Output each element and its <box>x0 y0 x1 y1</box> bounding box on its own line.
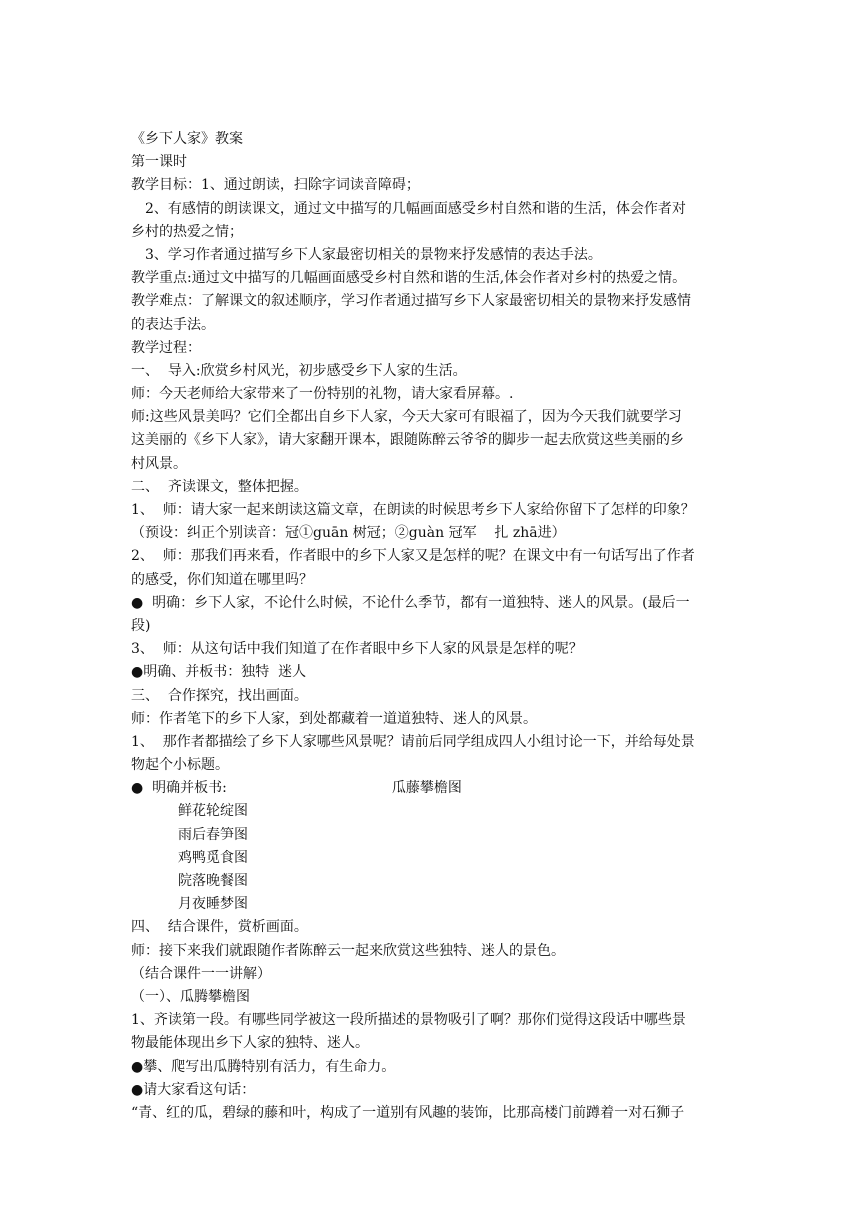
teacher-line-2b: 这美丽的《乡下人家》，请大家翻开课本，跟随陈醉云爷爷的脚步一起去欣赏这些美丽的乡 <box>131 432 684 449</box>
teacher-line-4: 师：接下来我们就跟随作者陈醉云一起来欣赏这些独特、迷人的景色。 <box>131 942 565 959</box>
board-item: 月夜睡梦图 <box>178 896 248 913</box>
board-item: 鲜花轮绽图 <box>178 803 248 820</box>
reading-line-1a: 1、齐读第一段。有哪些同学被这一段所描述的景物吸引了啊？那你们觉得这段话中哪些景 <box>131 1012 686 1029</box>
teaching-difficulty-line-2: 的表达手法。 <box>131 316 215 333</box>
teacher-line-1: 师：今天老师给大家带来了一份特别的礼物，请大家看屏幕。. <box>131 386 514 403</box>
document-body <box>131 128 743 1125</box>
process-heading: 教学过程： <box>131 339 201 356</box>
teacher-line-2c: 村风景。 <box>131 455 187 472</box>
question-3: 3、 师：从这句话中我们知道了在作者眼中乡下人家的风景是怎样的呢？ <box>131 641 583 658</box>
board-item: 雨后春笋图 <box>178 826 248 843</box>
board-row <box>131 777 743 800</box>
goal-1: 教学目标：1、通过朗读，扫除字词读音障碍； <box>131 177 420 194</box>
goal-3: 3、学习作者通过描写乡下人家最密切相关的景物来抒发感情的表达手法。 <box>145 246 602 263</box>
parenthetical-note: （结合课件一一讲解） <box>131 965 271 982</box>
question-2-line-2: 的感受，你们知道在哪里吗？ <box>131 571 313 588</box>
board-label: ● 明确并板书: <box>131 780 227 797</box>
doc-title: 《乡下人家》教案 <box>131 131 243 147</box>
question-4-line-2: 物起个小标题。 <box>131 757 229 774</box>
teacher-line-3: 师：作者笔下的乡下人家，到处都藏着一道道独特、迷人的风景。 <box>131 710 537 727</box>
question-1-preset: （预设：纠正个别读音：冠①guān 树冠；②guàn 冠军 扎 zhā进） <box>131 525 566 542</box>
question-2-line-1: 2、 师：那我们再来看，作者眼中的乡下人家又是怎样的呢？在课文中有一句话写出了作者 <box>131 548 695 565</box>
goal-2-line-1: 2、有感情的朗读课文，通过文中描写的几幅画面感受乡村自然和谐的生活，体会作者对 <box>145 200 686 217</box>
answer-1-line-2: 段) <box>131 617 151 634</box>
section-3-heading: 三、 合作探究，找出画面。 <box>131 687 308 704</box>
board-item: 院落晚餐图 <box>178 873 248 889</box>
lesson-label: 第一课时 <box>131 154 187 171</box>
board-item: 瓜藤攀檐图 <box>391 780 462 797</box>
bullet-1: ●攀、爬写出瓜腾特别有活力，有生命力。 <box>131 1058 396 1075</box>
subsection-heading: （一）、瓜腾攀檐图 <box>131 988 250 1005</box>
section-1-heading: 一、 导入:欣赏乡村风光，初步感受乡下人家的生活。 <box>131 362 467 379</box>
question-1: 1、 师：请大家一起来朗读这篇文章，在朗读的时候思考乡下人家给你留下了怎样的印象？ <box>131 502 695 518</box>
teaching-difficulty-line-1: 教学难点：了解课文的叙述顺序，学习作者通过描写乡下人家最密切相关的景物来抒发感情 <box>131 293 691 310</box>
question-4-line-1: 1、 那作者都描绘了乡下人家哪些风景呢？请前后同学组成四人小组讨论一下，并给每处景 <box>131 733 695 750</box>
goal-2-line-2: 乡村的热爱之情； <box>131 223 243 240</box>
section-4-heading: 四、 结合课件，赏析画面。 <box>131 919 308 936</box>
teaching-key: 教学重点:通过文中描写的几幅画面感受乡村自然和谐的生活,体会作者对乡村的热爱之情。 <box>131 270 687 287</box>
answer-1-line-1: ● 明确：乡下人家，不论什么时候，不论什么季节，都有一道独特、迷人的风景。(最后一 <box>131 594 690 611</box>
reading-line-1b: 物最能体现出乡下人家的独特、迷人。 <box>131 1035 369 1052</box>
board-item: 鸡鸭觅食图 <box>178 849 248 866</box>
teacher-line-2a: 师:这些风景美吗？它们全都出自乡下人家，今天大家可有眼福了，因为今天我们就要学习 <box>131 409 682 426</box>
quote-line: “青、红的瓜，碧绿的藤和叶，构成了一道别有风趣的装饰，比那高楼门前蹲着一对石狮子 <box>131 1104 685 1121</box>
answer-2: ●明确、并板书：独特 迷人 <box>131 664 307 681</box>
section-2-heading: 二、 齐读课文，整体把握。 <box>131 478 308 495</box>
bullet-2: ●请大家看这句话： <box>131 1081 256 1098</box>
